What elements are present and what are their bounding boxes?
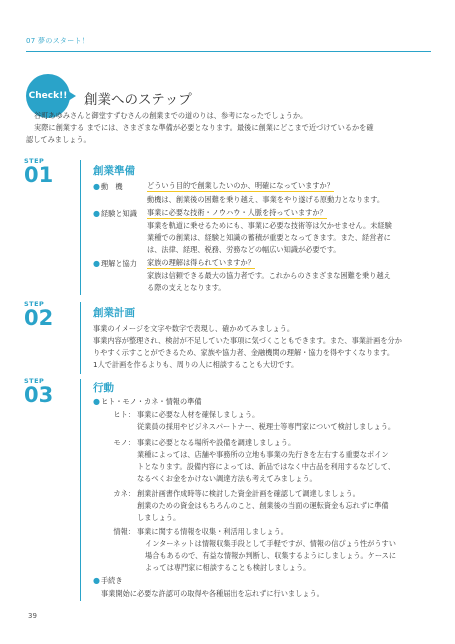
step-number: 01 <box>24 163 54 187</box>
sub-label-information: 情報： <box>113 527 135 536</box>
procedure-text: 事業開始に必要な許認可の取得や各種届出を忘れずに行いましょう。 <box>101 589 324 598</box>
item-label-experience: ●経験と知識 <box>93 209 137 218</box>
bullet-icon: ● <box>93 209 100 218</box>
step-01-divider <box>80 160 81 295</box>
item-text-understanding: 家族は信頼できる最大の協力者です。これからのさまざまな困難を乗り越え る際の支えとなります。 <box>147 271 391 292</box>
sub-label-money: カネ： <box>113 489 135 498</box>
intro-line: 認してみましょう。 <box>26 135 91 144</box>
item-text-experience: 事業を軌道に乗せるためにも、事業に必要な技術等は欠かせません。未経験 業種での創業は、経験と知識の蓄積が重要となってきます。また、経営者に は、法律、経理、税務、労務などの幅広い知識が必要です。 <box>147 221 392 254</box>
step-02-text: 事業のイメージを文字や数字で表現し、確かめてみましょう。 事業内容が整理され、検討が不足していた事項に気づくこともできます。また、事業計画を分か りやすく示すことができるため、家族や協力者、金融機関の理解・協力を得やすくなります。 1人で計画を作るよりも、周りの人に相談することも大切です。 <box>93 324 402 369</box>
page-title: 創業へのステップ <box>84 92 192 108</box>
check-badge-label: Check!! <box>28 91 68 101</box>
question-motive: どういう目的で創業したいのか、明確になっていますか？ <box>147 181 334 190</box>
section-header-rule <box>26 51 431 52</box>
item-text-motive: 動機は、創業後の困難を乗り越え、事業をやり遂げる原動力となります。 <box>147 195 385 204</box>
item-label-motive: ●動 機 <box>93 182 123 191</box>
step-03-title: 行動 <box>93 382 114 394</box>
sub-label-people: ヒト： <box>113 410 135 419</box>
intro-line: 実際に創業する までには、さまざまな準備が必要となります。最後に創業にどこまで近づけているかを確 <box>34 123 374 132</box>
intro-line: 谷町あゆみさんと御堂すずむさんの創業までの道のりは、参考になったでしょうか。 <box>34 111 308 120</box>
step-01-label <box>24 157 64 185</box>
intro-paragraph <box>26 110 431 146</box>
question-experience: 事業に必要な技術・ノウハウ・人脈を持っていますか？ <box>147 208 327 217</box>
bullet-icon: ● <box>93 182 100 191</box>
step-02-divider <box>80 302 81 374</box>
step-01-title: 創業準備 <box>93 165 135 177</box>
sub-text-people: 事業に必要な人材を確保しましょう。 従業員の採用やビジネスパートナー、税理士等専門家について検討しましょう。 <box>137 410 396 431</box>
item-label-resources: ●ヒト・モノ・カネ・情報の準備 <box>93 397 202 406</box>
bullet-icon: ● <box>93 576 100 585</box>
item-label-understanding: ●理解と協力 <box>93 259 137 268</box>
sub-label-things: モノ： <box>113 438 135 447</box>
step-number: 02 <box>24 306 54 330</box>
page-number: 39 <box>28 612 37 620</box>
step-word: STEP <box>24 157 45 165</box>
question-understanding: 家族の理解は得られていますか？ <box>147 258 255 267</box>
step-02-title: 創業計画 <box>93 307 135 319</box>
bullet-icon: ● <box>93 259 100 268</box>
step-03-label <box>24 377 64 405</box>
bullet-icon: ● <box>93 397 100 406</box>
section-header <box>26 36 431 52</box>
sub-text-things: 事業に必要となる場所や設備を調達しましょう。 業種によっては、店舗や事務所の立地も事業の先行きを左右する重要なポイン トとなります。設備内容によっては、新品ではなく中古品を利用するなどして、 なるべくお金をかけない調達方法も考えてみましょう。 <box>137 438 396 483</box>
section-header-text: 07 夢のスタート！ <box>26 37 90 45</box>
sub-text-information: 事業に関する情報を収集・利活用しましょう。 インターネットは情報収集手段として手軽ですが、情報の信ぴょう性がうすい 場合もあるので、有益な情報か判断し、収集するようにしましょう。ケースに よっては専門家に相談することも検討しましょう。 <box>137 527 397 572</box>
step-word: STEP <box>24 300 45 308</box>
step-number: 03 <box>24 383 54 407</box>
sub-text-money: 創業計画書作成時等に検討した資金計画を確認して調達しましょう。 創業のための資金はもちろんのこと、創業後の当面の運転資金も忘れずに準備 しましょう。 <box>137 489 389 522</box>
step-word: STEP <box>24 377 45 385</box>
step-02-label <box>24 300 64 328</box>
step-03-divider <box>80 379 81 601</box>
item-label-procedure: ●手続き <box>93 576 123 585</box>
